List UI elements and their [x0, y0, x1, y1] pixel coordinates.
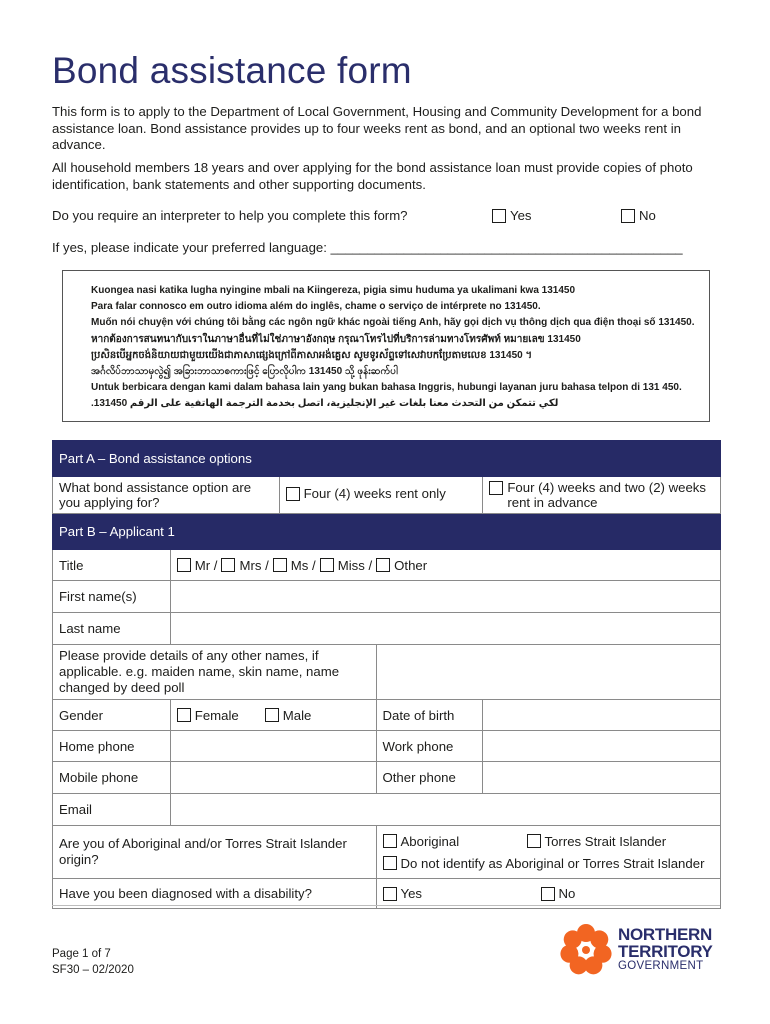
disability-yes-label: Yes: [400, 886, 423, 901]
logo-line-government: GOVERNMENT: [618, 960, 704, 972]
bond-option-question: What bond assistance option are you applying for?: [53, 477, 280, 514]
gender-male-option[interactable]: [265, 708, 312, 723]
ms-checkbox[interactable]: [273, 558, 287, 572]
interpreter-no-checkbox[interactable]: [621, 209, 635, 223]
title-option-mrs[interactable]: [221, 558, 268, 573]
interpreter-no-option[interactable]: [621, 208, 656, 223]
title-option-other[interactable]: [376, 558, 427, 573]
disability-options: [376, 879, 721, 909]
four-plus-two-checkbox[interactable]: [489, 481, 503, 495]
male-label: Male: [282, 707, 312, 723]
not-identify-checkbox[interactable]: [383, 856, 397, 870]
dob-label: Date of birth: [376, 700, 483, 731]
title-option-miss[interactable]: [320, 558, 372, 573]
page-number: Page 1 of 7: [52, 948, 111, 960]
mobile-phone-input[interactable]: [170, 762, 376, 794]
first-name-label: First name(s): [53, 581, 171, 613]
home-phone-input[interactable]: [170, 731, 376, 762]
part-b-header-row: [53, 514, 721, 550]
logo-line-territory: TERRITORY: [618, 942, 713, 961]
mobile-phone-label: Mobile phone: [53, 762, 171, 794]
disability-question: Have you been diagnosed with a disability?: [53, 879, 377, 909]
disability-row: [53, 879, 721, 909]
email-row: [53, 794, 721, 826]
footer-divider: [52, 905, 720, 906]
bond-option-four-weeks[interactable]: [279, 477, 483, 514]
origin-question: Are you of Aboriginal and/or Torres Strait Islander origin?: [53, 826, 377, 879]
nt-government-logo: [556, 920, 726, 980]
title-option-ms[interactable]: [273, 558, 316, 573]
origin-options: [376, 826, 721, 879]
disability-no-label: No: [558, 886, 576, 901]
disability-no-option[interactable]: [541, 886, 576, 901]
last-name-row: [53, 613, 721, 645]
work-phone-label: Work phone: [376, 731, 483, 762]
ms-label: Ms /: [290, 557, 316, 573]
logo-petal: [564, 930, 582, 948]
mr-label: Mr /: [194, 557, 218, 573]
email-input[interactable]: [170, 794, 720, 826]
last-name-input[interactable]: [170, 613, 720, 645]
form-code: SF30 – 02/2020: [52, 964, 134, 976]
desert-rose-icon: [556, 920, 616, 980]
four-weeks-label: Four (4) weeks rent only: [303, 486, 446, 502]
torres-option[interactable]: [527, 834, 667, 849]
not-identify-option[interactable]: [383, 856, 705, 871]
other-checkbox[interactable]: [376, 558, 390, 572]
interpreter-question: Do you require an interpreter to help you complete this form?: [52, 208, 408, 223]
title-row: [53, 550, 721, 581]
four-weeks-checkbox[interactable]: [286, 487, 300, 501]
origin-row: [53, 826, 721, 879]
language-line-arabic: لكي تتمكن من التحدث معنا بلغات غير الإنجليزية، اتصل بخدمة الترجمة الهاتفية على الرقم 131450.: [91, 398, 559, 410]
interpreter-yes-checkbox[interactable]: [492, 209, 506, 223]
phone-row-1: [53, 731, 721, 762]
dob-input[interactable]: [483, 700, 721, 731]
application-table: [52, 440, 721, 909]
title-label: Title: [53, 550, 171, 581]
language-line-burmese: အင်္ဂလိပ်ဘာသာမှလွဲ၍ အခြားဘာသာစကားဖြင့် ပြောလိုပါက 131450 သို့ ဖုန်းဆက်ပါ: [91, 366, 398, 378]
email-label: Email: [53, 794, 171, 826]
female-checkbox[interactable]: [177, 708, 191, 722]
language-line-indonesian: Untuk berbicara dengan kami dalam bahasa lain yang bukan bahasa Inggris, hubungi layanan juru bahasa telpon di 131 450.: [91, 382, 682, 394]
phone-row-2: [53, 762, 721, 794]
interpreter-question-row: [52, 208, 732, 228]
miss-checkbox[interactable]: [320, 558, 334, 572]
gender-row: [53, 700, 721, 731]
part-a-header-row: [53, 441, 721, 477]
interpreter-no-label: No: [639, 208, 656, 223]
other-names-input[interactable]: [376, 645, 721, 700]
disability-yes-checkbox[interactable]: [383, 887, 397, 901]
gender-options: [170, 700, 376, 731]
interpreter-yes-option[interactable]: [492, 208, 532, 223]
intro-paragraph-2: All household members 18 years and over applying for the bond assistance loan must provide copies of photo identification, bank statements and other supporting documents.: [52, 160, 693, 192]
home-phone-label: Home phone: [53, 731, 171, 762]
last-name-label: Last name: [53, 613, 171, 645]
disability-yes-option[interactable]: [383, 886, 541, 901]
other-label: Other: [394, 557, 428, 573]
aboriginal-option[interactable]: [383, 834, 527, 849]
language-line-thai: หากต้องการสนทนากับเราในภาษาอื่นที่ไม่ใช่ภาษาอังกฤษ กรุณาโทรไปที่บริการล่ามทางโทรศัพท์ หมายเลข 131450: [91, 333, 581, 345]
torres-checkbox[interactable]: [527, 834, 541, 848]
footer: [52, 946, 134, 978]
male-checkbox[interactable]: [265, 708, 279, 722]
mrs-checkbox[interactable]: [221, 558, 235, 572]
preferred-language-field[interactable]: If yes, please indicate your preferred language: ________________________________________________: [52, 240, 683, 255]
other-phone-label: Other phone: [376, 762, 483, 794]
page-title: Bond assistance form: [52, 50, 412, 91]
part-a-heading: Part A – Bond assistance options: [53, 441, 721, 477]
logo-wordmark: [618, 926, 713, 973]
other-phone-input[interactable]: [483, 762, 721, 794]
interpreter-languages-box: [62, 270, 710, 422]
miss-label: Miss /: [337, 557, 373, 573]
bond-option-four-plus-two[interactable]: [483, 477, 721, 514]
intro-paragraph-1: This form is to apply to the Department of Local Government, Housing and Community Development for a bond assistance loan. Bond assistance provides up to four weeks rent as bond, and an optional two weeks rent in advance.: [52, 104, 702, 152]
logo-center-dot: [582, 946, 590, 954]
language-line-swahili: Kuongea nasi katika lugha nyingine mbali na Kiingereza, pigia simu huduma ya ukalimani kwa 131450: [91, 285, 576, 296]
other-names-label: Please provide details of any other names, if applicable. e.g. maiden name, skin name, name changed by deed poll: [53, 645, 377, 700]
first-name-input[interactable]: [170, 581, 720, 613]
four-plus-two-label: Four (4) weeks and two (2) weeks rent in advance: [507, 480, 706, 510]
language-line-khmer: ប្រសិនបើអ្នកចង់និយាយជាមួយយើងជាភាសាផ្សេងក្រៅពីភាសាអង់គ្លេស សូមទូរស័ព្ទទៅសេវាបកប្រែតាមលេខ 131450 ។: [91, 349, 533, 361]
first-name-row: [53, 581, 721, 613]
aboriginal-checkbox[interactable]: [383, 834, 397, 848]
gender-label: Gender: [53, 700, 171, 731]
part-b-heading: Part B – Applicant 1: [53, 514, 721, 550]
bond-option-row: [53, 477, 721, 514]
language-line-vietnamese: Muốn nói chuyện với chúng tôi bằng các ngôn ngữ khác ngoài tiếng Anh, hãy gọi dịch vụ thông dịch qua điện thoại số 131450.: [91, 317, 695, 329]
language-line-portuguese: Para falar connosco em outro idioma além do inglês, chame o serviço de intérprete no 131450.: [91, 301, 541, 313]
title-option-mr[interactable]: [177, 558, 218, 573]
aboriginal-label: Aboriginal: [400, 833, 460, 849]
torres-label: Torres Strait Islander: [544, 833, 667, 849]
logo-line-northern: NORTHERN: [618, 925, 712, 944]
title-options: [170, 550, 720, 581]
mrs-label: Mrs /: [239, 557, 269, 573]
disability-no-checkbox[interactable]: [541, 887, 555, 901]
interpreter-yes-label: Yes: [510, 208, 532, 223]
female-label: Female: [194, 707, 239, 723]
mr-checkbox[interactable]: [177, 558, 191, 572]
other-names-row: [53, 645, 721, 700]
work-phone-input[interactable]: [483, 731, 721, 762]
gender-female-option[interactable]: [177, 708, 239, 723]
not-identify-label: Do not identify as Aboriginal or Torres Strait Islander: [400, 855, 705, 871]
